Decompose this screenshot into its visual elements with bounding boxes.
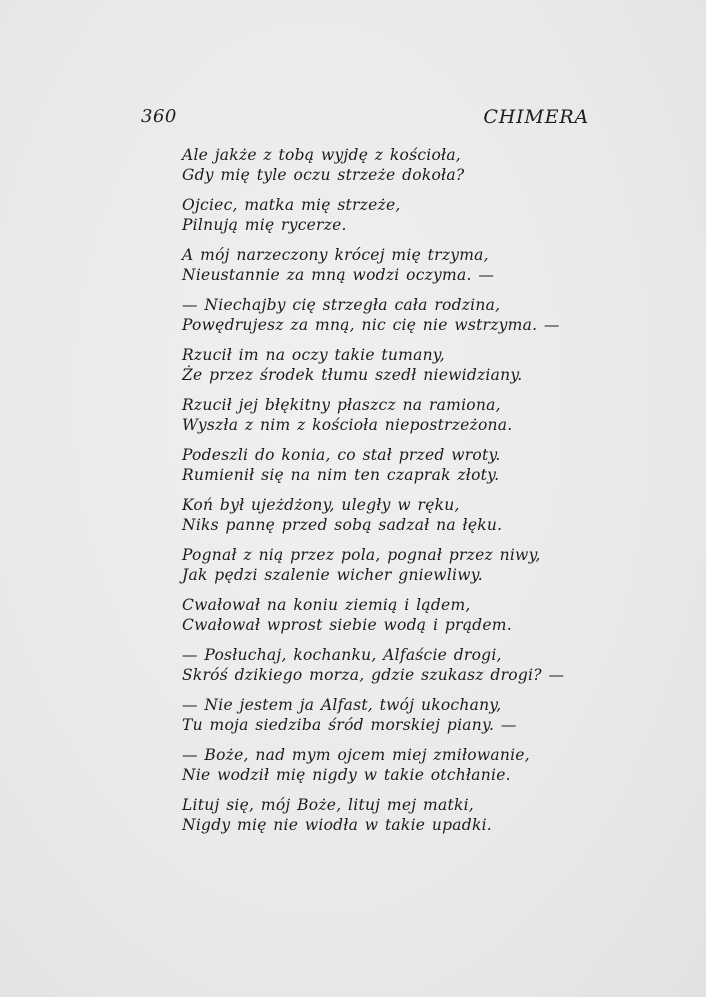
verse-line: Koń był ujeżdżony, uległy w ręku, bbox=[182, 496, 460, 514]
verse-line: Pognał z nią przez pola, pognał przez niwy, bbox=[182, 546, 541, 564]
verse-line: Rzucił im na oczy takie tumany, bbox=[182, 346, 445, 364]
verse-line: Nie wodził mię nigdy w takie otchłanie. bbox=[182, 766, 511, 784]
poem-body bbox=[182, 145, 565, 845]
verse-line: Rzucił jej błękitny płaszcz na ramiona, bbox=[182, 396, 501, 414]
verse-line: Niks pannę przed sobą sadzał na łęku. bbox=[182, 516, 503, 534]
stanza bbox=[182, 145, 562, 195]
running-title: CHIMERA bbox=[483, 106, 589, 128]
stanza bbox=[182, 295, 562, 345]
verse-line: Nigdy mię nie wiodła w takie upadki. bbox=[182, 816, 492, 834]
stanza bbox=[182, 695, 562, 745]
stanza bbox=[182, 545, 562, 595]
verse-line: Ale jakże z tobą wyjdę z kościoła, bbox=[182, 146, 461, 164]
page-header bbox=[141, 102, 589, 130]
verse-line: Cwałował wprost siebie wodą i prądem. bbox=[182, 616, 512, 634]
stanza bbox=[182, 745, 562, 795]
verse-line: A mój narzeczony krócej mię trzyma, bbox=[182, 246, 489, 264]
verse-line: — Posłuchaj, kochanku, Alfaście drogi, bbox=[182, 646, 502, 664]
verse-line: Wyszła z nim z kościoła niepostrzeżona. bbox=[182, 416, 513, 434]
verse-line: — Boże, nad mym ojcem miej zmiłowanie, bbox=[182, 746, 530, 764]
verse-line: Rumienił się na nim ten czaprak złoty. bbox=[182, 466, 500, 484]
verse-line: Nieustannie za mną wodzi oczyma. — bbox=[182, 266, 495, 284]
verse-line: Jak pędzi szalenie wicher gniewliwy. bbox=[182, 566, 483, 584]
verse-line: Ojciec, matka mię strzeże, bbox=[182, 196, 401, 214]
verse-line: Cwałował na koniu ziemią i lądem, bbox=[182, 596, 471, 614]
verse-line: — Niechajby cię strzegła cała rodzina, bbox=[182, 296, 501, 314]
verse-line: Że przez środek tłumu szedł niewidziany. bbox=[182, 366, 523, 384]
verse-line: Powędrujesz za mną, nic cię nie wstrzyma. — bbox=[182, 316, 560, 334]
verse-line: Skróś dzikiego morza, gdzie szukasz drogi? — bbox=[182, 666, 565, 684]
stanza bbox=[182, 345, 562, 395]
stanza bbox=[182, 195, 562, 245]
stanza bbox=[182, 445, 562, 495]
stanza bbox=[182, 795, 562, 845]
stanza bbox=[182, 645, 565, 695]
verse-line: Pilnują mię rycerze. bbox=[182, 216, 347, 234]
stanza bbox=[182, 245, 562, 295]
verse-line: Lituj się, mój Boże, lituj mej matki, bbox=[182, 796, 474, 814]
page-number: 360 bbox=[141, 106, 177, 127]
verse-line: Gdy mię tyle oczu strzeże dokoła? bbox=[182, 166, 465, 184]
verse-line: — Nie jestem ja Alfast, twój ukochany, bbox=[182, 696, 502, 714]
verse-line: Tu moja siedziba śród morskiej piany. — bbox=[182, 716, 517, 734]
stanza bbox=[182, 395, 562, 445]
stanza bbox=[182, 595, 562, 645]
stanza bbox=[182, 495, 562, 545]
verse-line: Podeszli do konia, co stał przed wroty. bbox=[182, 446, 501, 464]
